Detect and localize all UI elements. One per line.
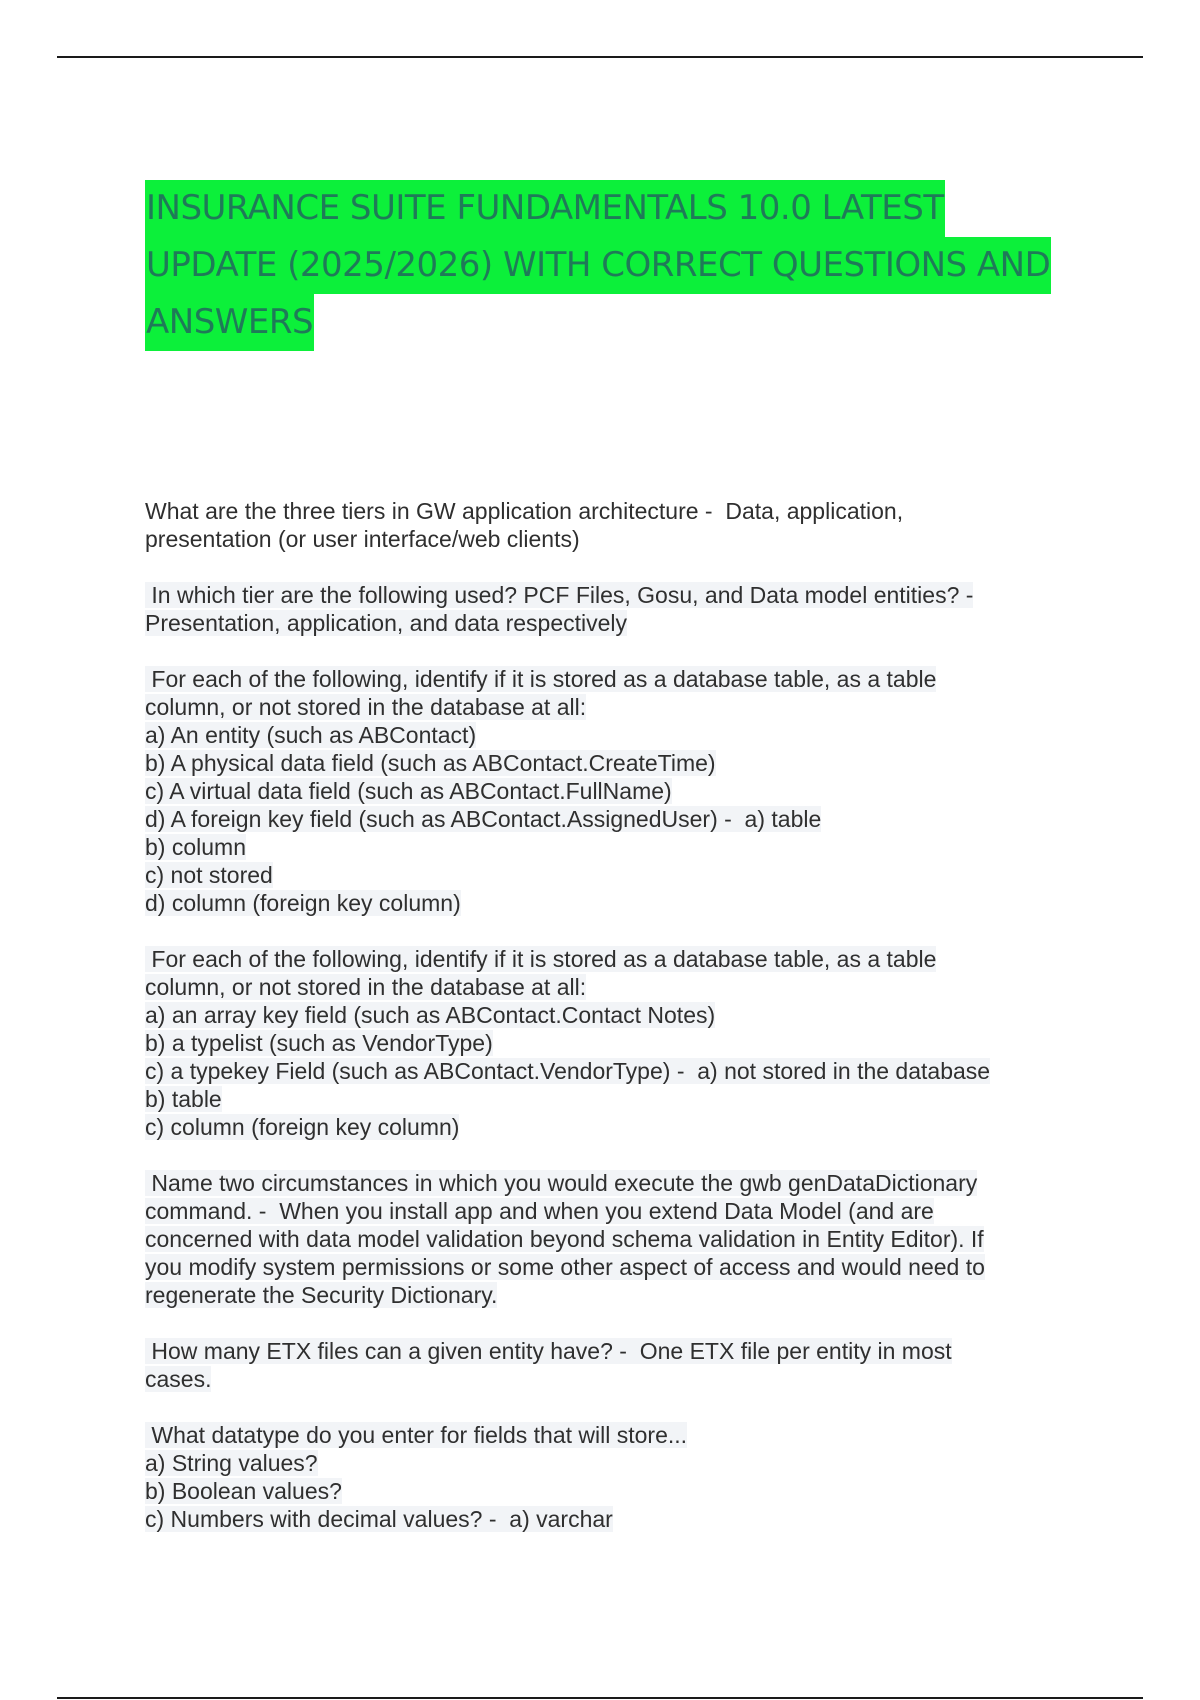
qa-line: [145, 1365, 1065, 1393]
title-line-2: UPDATE (2025/2026) WITH CORRECT QUESTIONS AND: [145, 237, 1051, 294]
qa-line-text: What datatype do you enter for fields that will store...: [145, 1422, 688, 1448]
qa-line-text: b) table: [145, 1086, 222, 1112]
qa-line-text: b) A physical data field (such as ABContact.CreateTime): [145, 750, 716, 776]
qa-line-text: a) An entity (such as ABContact): [145, 722, 477, 748]
qa-line: [145, 1449, 1065, 1477]
qa-line: [145, 1281, 1065, 1309]
qa-line-text: In which tier are the following used? PCF Files, Gosu, and Data model entities? -: [145, 582, 974, 608]
qa-line-text: d) column (foreign key column): [145, 890, 461, 916]
qa-line-text: b) column: [145, 834, 246, 860]
qa-line: [145, 1253, 1065, 1281]
title-line-3: ANSWERS: [145, 294, 314, 351]
qa-line: [145, 1029, 1065, 1057]
qa-line-text: d) A foreign key field (such as ABContact.AssignedUser) - a) table: [145, 806, 822, 832]
qa-line-text: How many ETX files can a given entity have? - One ETX file per entity in most: [145, 1338, 952, 1364]
qa-line-text: c) not stored: [145, 862, 273, 888]
qa-item: [145, 1337, 1065, 1393]
qa-line: [145, 1505, 1065, 1533]
qa-content: [145, 497, 1065, 1561]
qa-line-text: regenerate the Security Dictionary.: [145, 1282, 498, 1308]
qa-line: [145, 833, 1065, 861]
qa-line-text: What are the three tiers in GW application architecture - Data, application,: [145, 498, 904, 524]
qa-line: [145, 945, 1065, 973]
bottom-rule: [57, 1697, 1143, 1699]
qa-line-text: presentation (or user interface/web clients): [145, 526, 580, 552]
qa-line-text: c) column (foreign key column): [145, 1114, 460, 1140]
qa-item: [145, 497, 1065, 553]
qa-line: [145, 525, 1065, 553]
qa-line: [145, 1169, 1065, 1197]
qa-line-text: cases.: [145, 1366, 212, 1392]
qa-line: [145, 1057, 1065, 1085]
qa-line-text: you modify system permissions or some other aspect of access and would need to: [145, 1254, 985, 1280]
qa-line: [145, 777, 1065, 805]
qa-line: [145, 749, 1065, 777]
qa-line-text: For each of the following, identify if it is stored as a database table, as a table: [145, 946, 937, 972]
qa-line: [145, 1113, 1065, 1141]
qa-line: [145, 1197, 1065, 1225]
qa-line: [145, 1421, 1065, 1449]
document-title: [145, 180, 1075, 351]
qa-line-text: c) Numbers with decimal values? - a) varchar: [145, 1506, 613, 1532]
qa-line: [145, 973, 1065, 1001]
qa-line: [145, 889, 1065, 917]
qa-line: [145, 665, 1065, 693]
qa-item: [145, 665, 1065, 917]
qa-line: [145, 1477, 1065, 1505]
qa-line-text: Name two circumstances in which you would execute the gwb genDataDictionary: [145, 1170, 978, 1196]
qa-line-text: b) Boolean values?: [145, 1478, 342, 1504]
qa-line-text: a) an array key field (such as ABContact.Contact Notes): [145, 1002, 716, 1028]
qa-line: [145, 1225, 1065, 1253]
qa-line: [145, 497, 1065, 525]
qa-line: [145, 1337, 1065, 1365]
top-rule: [57, 56, 1143, 58]
qa-line-text: c) a typekey Field (such as ABContact.VendorType) - a) not stored in the database: [145, 1058, 991, 1084]
qa-line: [145, 861, 1065, 889]
qa-line: [145, 693, 1065, 721]
title-line-1: INSURANCE SUITE FUNDAMENTALS 10.0 LATEST: [145, 180, 945, 237]
qa-item: [145, 945, 1065, 1141]
qa-line-text: b) a typelist (such as VendorType): [145, 1030, 493, 1056]
qa-item: [145, 1169, 1065, 1309]
qa-line-text: column, or not stored in the database at all:: [145, 974, 587, 1000]
qa-line-text: concerned with data model validation beyond schema validation in Entity Editor). If: [145, 1226, 984, 1252]
qa-line: [145, 581, 1065, 609]
qa-line: [145, 609, 1065, 637]
qa-line-text: a) String values?: [145, 1450, 318, 1476]
qa-item: [145, 581, 1065, 637]
qa-line: [145, 721, 1065, 749]
qa-line: [145, 1085, 1065, 1113]
qa-line-text: Presentation, application, and data respectively: [145, 610, 628, 636]
qa-item: [145, 1421, 1065, 1533]
qa-line: [145, 1001, 1065, 1029]
qa-line: [145, 805, 1065, 833]
qa-line-text: command. - When you install app and when you extend Data Model (and are: [145, 1198, 934, 1224]
qa-line-text: column, or not stored in the database at all:: [145, 694, 587, 720]
qa-line-text: c) A virtual data field (such as ABContact.FullName): [145, 778, 672, 804]
qa-line-text: For each of the following, identify if it is stored as a database table, as a table: [145, 666, 937, 692]
